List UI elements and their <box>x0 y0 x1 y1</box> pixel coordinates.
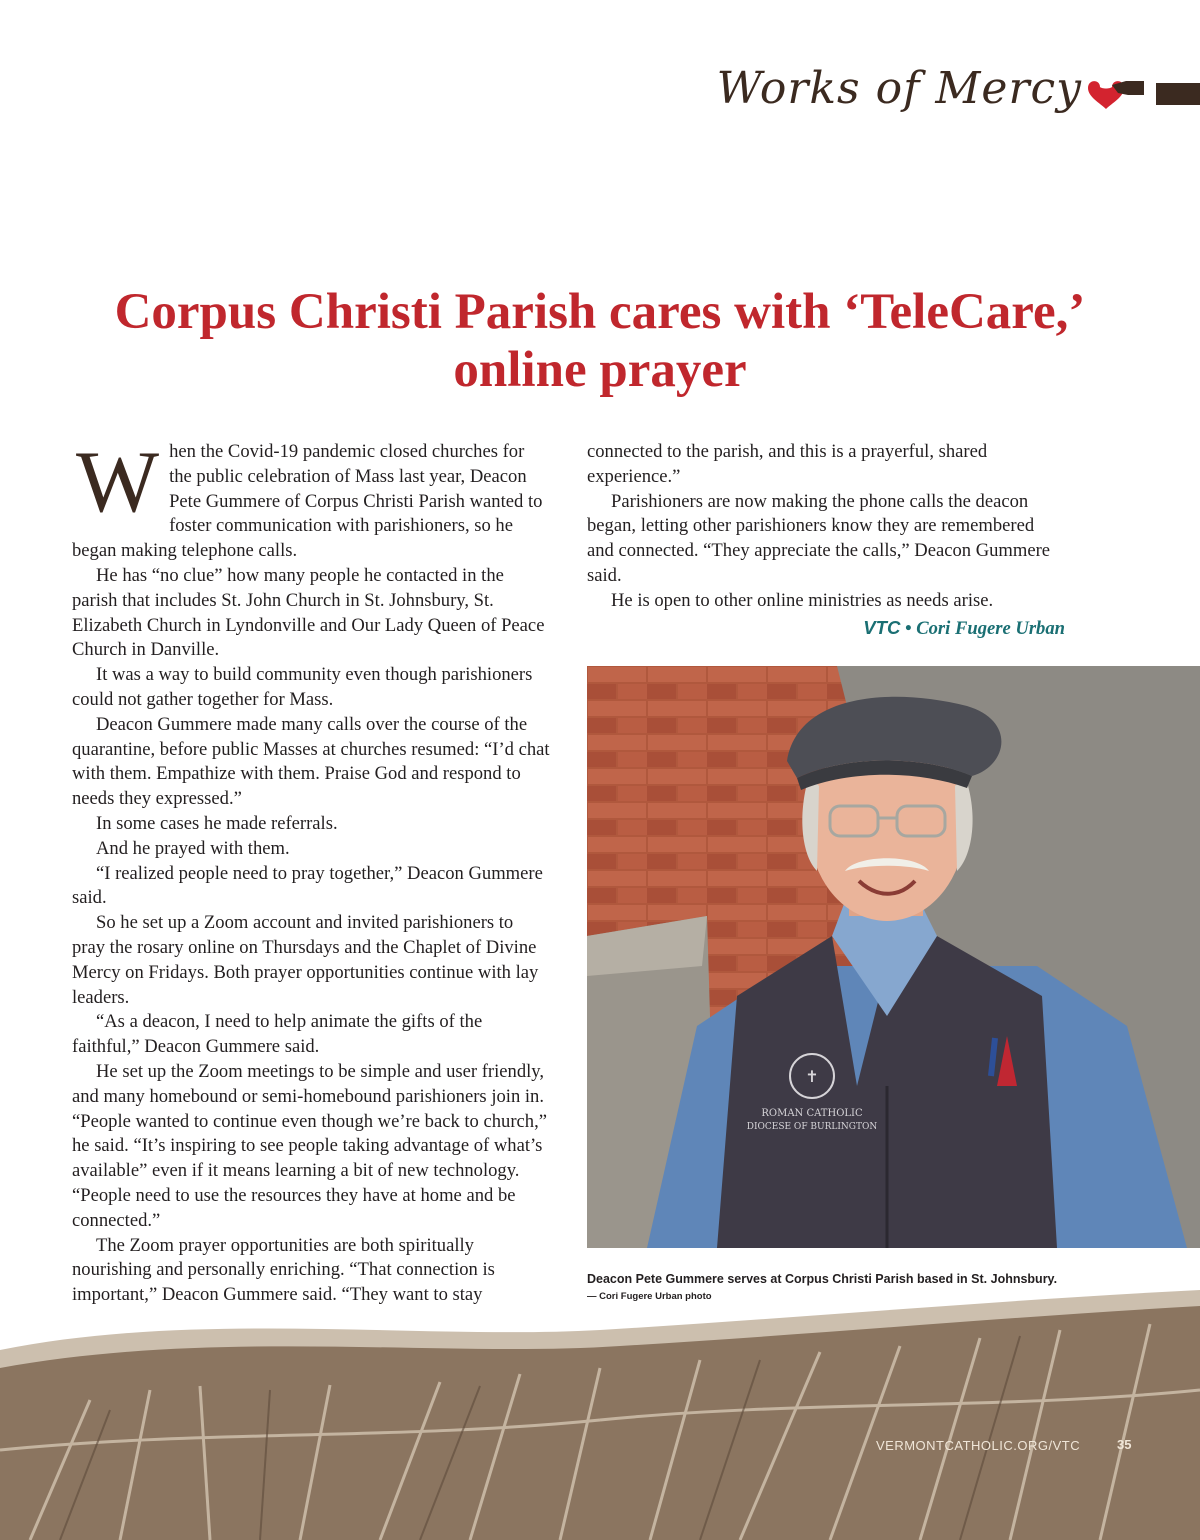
byline-publication: VTC <box>863 616 901 638</box>
paragraph: He has “no clue” how many people he contacted in the parish that includes St. John Church in St. Johnsbury, St. Elizabeth Church in Lyndonville and Our Lady Queen of Peace Church in Danville. <box>72 564 545 661</box>
deacon-photo <box>587 666 1200 1248</box>
paragraph: When the Covid-19 pandemic closed churches for the public celebration of Mass last year, Deacon Pete Gummere of Corpus Christi Parish wanted to foster communication with parishioners, so he began making telephone calls. <box>72 434 543 562</box>
section-masthead <box>716 55 1200 145</box>
caption-text: Deacon Pete Gummere serves at Corpus Christi Parish based in St. Johnsbury. <box>587 1272 1058 1286</box>
article-column-right <box>587 440 1065 641</box>
paragraph: It was a way to build community even though parishioners could not gather together for Mass. <box>72 664 533 710</box>
paragraph: “As a deacon, I need to help animate the gifts of the faithful,” Deacon Gummere said. <box>72 1011 483 1058</box>
drop-cap: W <box>76 434 160 531</box>
paragraph: “I realized people need to pray together,” Deacon Gummere said. <box>72 862 543 909</box>
paragraph: connected to the parish, and this is a prayerful, shared experience.” <box>587 441 988 487</box>
svg-text:✝: ✝ <box>805 1067 819 1086</box>
paragraph: In some cases he made referrals. <box>96 812 338 834</box>
byline <box>587 616 1065 642</box>
byline-separator: • <box>905 617 912 639</box>
vest-logo-line2: DIOCESE OF BURLINGTON <box>746 1122 878 1132</box>
footer-url: VERMONTCATHOLIC.ORG/VTC <box>876 1438 1081 1453</box>
paragraph: And he prayed with them. <box>96 837 290 859</box>
paragraph: Deacon Gummere made many calls over the course of the quarantine, before public Masses at churches resumed: “I’d chat with them. Empathize with them. Praise God and respond to needs they expressed.” <box>72 713 550 810</box>
footer-wood-band <box>0 1290 1200 1540</box>
photo-credit: — Cori Fugere Urban photo <box>587 1291 712 1302</box>
paragraph: So he set up a Zoom account and invited parishioners to pray the rosary online on Thursdays and the Chaplet of Divine Mercy on Fridays. Both prayer opportunities continue with lay leaders. <box>72 912 539 1008</box>
section-title: Works of Mercy <box>716 63 1082 114</box>
byline-author: Cori Fugere Urban <box>916 617 1065 639</box>
paragraph: He set up the Zoom meetings to be simple and user friendly, and many homebound or semi-homebound parishioners join in. “People wanted to continue even though we’re back to church,” he said. “It’s inspiring to see people taking advantage of what’s available” even if it means learning a bit of new technology. “People need to use the resources they have at home and be connected.” <box>72 1060 547 1231</box>
heart-hand-icon <box>1082 75 1200 115</box>
vest-logo-line1: ROMAN CATHOLIC <box>761 1108 863 1119</box>
paragraph: The Zoom prayer opportunities are both spiritually nourishing and personally enriching. “That connection is important,” Deacon Gummere said. “They want to stay <box>72 1234 495 1306</box>
article-headline: Corpus Christi Parish cares with ‘TeleCare,’ online prayer <box>114 284 1086 398</box>
portrait-illustration <box>587 666 1200 1248</box>
page-number: 35 <box>1117 1437 1132 1452</box>
paragraph: He is open to other online ministries as needs arise. <box>611 589 994 611</box>
paragraph: Parishioners are now making the phone calls the deacon began, letting other parishioners know they are remembered and connected. “They appreciate the calls,” Deacon Gummere said. <box>587 490 1051 586</box>
article-column-left <box>72 434 550 1308</box>
